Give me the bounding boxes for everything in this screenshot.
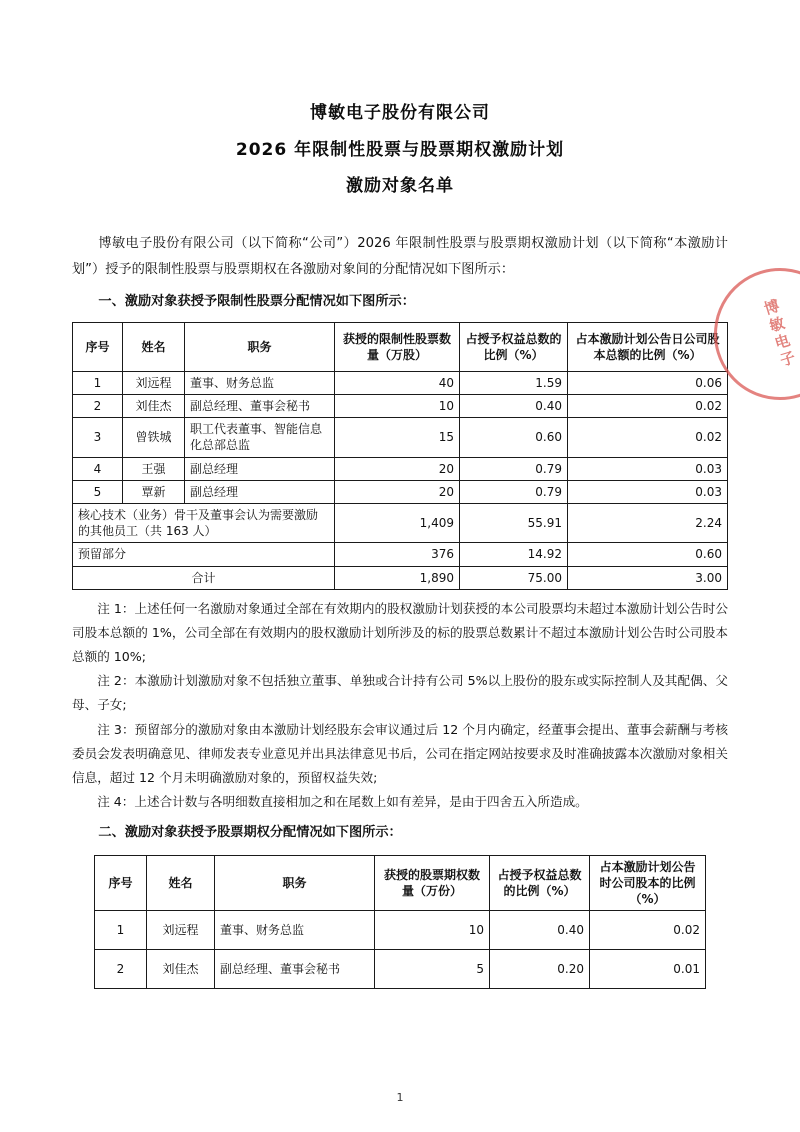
cell-pct-capital: 0.03 bbox=[568, 457, 728, 480]
section-1-heading: 一、激励对象获授予限制性股票分配情况如下图所示： bbox=[98, 294, 415, 310]
cell-reserved-label: 预留部分 bbox=[73, 543, 335, 566]
note-4: 注 4：上述合计数与各明细数直接相加之和在尾数上如有差异，是由于四舍五入所造成。 bbox=[97, 794, 588, 810]
table-row bbox=[95, 911, 706, 950]
cell-pct-grant: 0.40 bbox=[460, 395, 568, 418]
cell-pct-grant: 0.40 bbox=[490, 911, 590, 950]
cell-pct-grant: 55.91 bbox=[460, 503, 568, 542]
section-2-heading: 二、激励对象获授予股票期权分配情况如下图所示： bbox=[98, 825, 402, 841]
cell-pct-grant: 1.59 bbox=[460, 371, 568, 394]
table-row-total bbox=[73, 566, 728, 589]
cell-pct-capital: 0.02 bbox=[568, 395, 728, 418]
cell-total-label: 合计 bbox=[73, 566, 335, 589]
cell-name: 覃新 bbox=[123, 480, 185, 503]
cell-title: 董事、财务总监 bbox=[185, 371, 335, 394]
cell-no: 4 bbox=[73, 457, 123, 480]
cell-title: 副总经理、董事会秘书 bbox=[215, 950, 375, 989]
cell-title: 副总经理 bbox=[185, 480, 335, 503]
table-row bbox=[73, 480, 728, 503]
intro-paragraph: 博敏电子股份有限公司（以下简称“公司”）2026 年限制性股票与股票期权激励计划（以下简称“本激励计划”）授予的限制性股票与股票期权在各激励对象间的分配情况如下图所示： bbox=[72, 235, 728, 278]
stock-option-table bbox=[94, 855, 706, 990]
th-amount: 获授的限制性股票数量（万股） bbox=[335, 322, 460, 371]
note-2: 注 2：本激励计划激励对象不包括独立董事、单独或合计持有公司 5%以上股份的股东或实际控制人及其配偶、父母、子女; bbox=[72, 673, 728, 713]
cell-total-pct-capital: 3.00 bbox=[568, 566, 728, 589]
note-3: 注 3：预留部分的激励对象由本激励计划经股东会审议通过后 12 个月内确定，经董事会提出、董事会薪酬与考核委员会发表明确意见、律师发表专业意见并出具法律意见书后，公司在指定网站按要求及时准确披露本次激励对象相关信息，超过 12 个月未明确激励对象的，预留权益失效; bbox=[72, 721, 728, 785]
th-no: 序号 bbox=[73, 322, 123, 371]
table-row bbox=[73, 457, 728, 480]
cell-pct-grant: 0.79 bbox=[460, 480, 568, 503]
th-title: 职务 bbox=[215, 855, 375, 911]
cell-pct-grant: 0.20 bbox=[490, 950, 590, 989]
cell-title: 职工代表董事、智能信息化总部总监 bbox=[185, 418, 335, 457]
cell-pct-grant: 14.92 bbox=[460, 543, 568, 566]
cell-pct-capital: 0.60 bbox=[568, 543, 728, 566]
cell-name: 王强 bbox=[123, 457, 185, 480]
table-2-wrapper bbox=[72, 855, 728, 990]
seal-text: 博敏电子 bbox=[760, 297, 799, 372]
th-amount: 获授的股票期权数量（万份） bbox=[375, 855, 490, 911]
table-row bbox=[73, 395, 728, 418]
table-row-core-staff bbox=[73, 503, 728, 542]
cell-no: 1 bbox=[95, 911, 147, 950]
cell-amount: 20 bbox=[335, 457, 460, 480]
cell-name: 刘远程 bbox=[147, 911, 215, 950]
cell-amount: 5 bbox=[375, 950, 490, 989]
cell-amount: 20 bbox=[335, 480, 460, 503]
cell-amount: 10 bbox=[335, 395, 460, 418]
table-row-reserved bbox=[73, 543, 728, 566]
restricted-stock-table bbox=[72, 322, 728, 590]
cell-pct-capital: 0.03 bbox=[568, 480, 728, 503]
title-line-3: 激励对象名单 bbox=[346, 176, 454, 197]
page-number: 1 bbox=[396, 1091, 404, 1104]
cell-no: 2 bbox=[73, 395, 123, 418]
cell-amount: 1,409 bbox=[335, 503, 460, 542]
cell-pct-capital: 0.01 bbox=[590, 950, 706, 989]
cell-amount: 40 bbox=[335, 371, 460, 394]
table-2-header-row bbox=[95, 855, 706, 911]
table-row bbox=[73, 371, 728, 394]
cell-total-amount: 1,890 bbox=[335, 566, 460, 589]
table-1-wrapper bbox=[72, 322, 728, 590]
cell-name: 刘佳杰 bbox=[123, 395, 185, 418]
cell-pct-capital: 0.02 bbox=[590, 911, 706, 950]
cell-pct-capital: 0.02 bbox=[568, 418, 728, 457]
th-pct-capital: 占本激励计划公告时公司股本的比例（%） bbox=[590, 855, 706, 911]
cell-name: 曾铁城 bbox=[123, 418, 185, 457]
document-title bbox=[72, 95, 728, 205]
title-line-1: 博敏电子股份有限公司 bbox=[310, 103, 490, 123]
cell-amount: 10 bbox=[375, 911, 490, 950]
th-pct-capital: 占本激励计划公告日公司股本总额的比例（%） bbox=[568, 322, 728, 371]
table-row bbox=[95, 950, 706, 989]
th-pct-grant: 占授予权益总数的比例（%） bbox=[490, 855, 590, 911]
title-line-2: 2026 年限制性股票与股票期权激励计划 bbox=[235, 139, 565, 160]
th-pct-grant: 占授予权益总数的比例（%） bbox=[460, 322, 568, 371]
cell-pct-grant: 0.79 bbox=[460, 457, 568, 480]
cell-title: 董事、财务总监 bbox=[215, 911, 375, 950]
cell-no: 3 bbox=[73, 418, 123, 457]
th-name: 姓名 bbox=[123, 322, 185, 371]
cell-pct-capital: 0.06 bbox=[568, 371, 728, 394]
th-title: 职务 bbox=[185, 322, 335, 371]
cell-amount: 15 bbox=[335, 418, 460, 457]
cell-core-staff-label: 核心技术（业务）骨干及董事会认为需要激励的其他员工（共 163 人） bbox=[73, 503, 335, 542]
cell-pct-capital: 2.24 bbox=[568, 503, 728, 542]
table-1-header-row bbox=[73, 322, 728, 371]
cell-no: 2 bbox=[95, 950, 147, 989]
note-1: 注 1：上述任何一名激励对象通过全部在有效期内的股权激励计划获授的本公司股票均未超过本激励计划公告时公司股本总额的 1%，公司全部在有效期内的股权激励计划所涉及的标的股票总数累计不超过本激励计划公告时公司股本总额的 10%; bbox=[72, 600, 728, 665]
cell-pct-grant: 0.60 bbox=[460, 418, 568, 457]
cell-name: 刘远程 bbox=[123, 371, 185, 394]
cell-amount: 376 bbox=[335, 543, 460, 566]
th-name: 姓名 bbox=[147, 855, 215, 911]
cell-no: 5 bbox=[73, 480, 123, 503]
cell-title: 副总经理、董事会秘书 bbox=[185, 395, 335, 418]
cell-no: 1 bbox=[73, 371, 123, 394]
th-no: 序号 bbox=[95, 855, 147, 911]
cell-total-pct-grant: 75.00 bbox=[460, 566, 568, 589]
notes-block bbox=[72, 597, 728, 815]
table-row bbox=[73, 418, 728, 457]
cell-title: 副总经理 bbox=[185, 457, 335, 480]
cell-name: 刘佳杰 bbox=[147, 950, 215, 989]
